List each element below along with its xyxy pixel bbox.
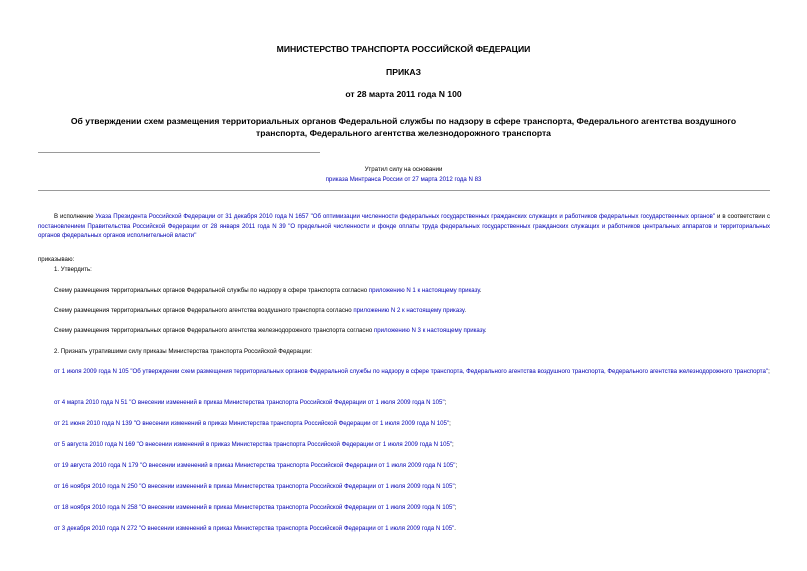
point2-item-2 bbox=[54, 419, 451, 428]
order-51-link[interactable]: от 4 марта 2010 года N 51 "О внесении изменений в приказ Министерства транспорта Российской Федерации от 1 июля 2009 года N 105" bbox=[54, 399, 445, 406]
point2-item-first bbox=[38, 367, 772, 377]
point2-item-1-end: ; bbox=[444, 399, 447, 406]
order-179-link[interactable]: от 19 августа 2010 года N 179 "О внесении изменений в приказ Министерства транспорта Российской Федерации от 1 июля 2009 года N 105" bbox=[54, 462, 456, 469]
order-169-link[interactable]: от 5 августа 2010 года N 169 "О внесении изменений в приказ Министерства транспорта Российской Федерации от 1 июля 2009 года N 105" bbox=[54, 441, 453, 448]
preamble-middle: и в соответствии с bbox=[715, 213, 770, 220]
point1-item-3-text: Схему размещения территориальных органов Федерального агентства железнодорожного транспорта согласно bbox=[54, 327, 373, 334]
point1-item-1-text: Схему размещения территориальных органов Федеральной службы по надзору в сфере транспорта согласно bbox=[54, 287, 368, 294]
point1-item-3 bbox=[54, 326, 487, 335]
point2-label: 2. Признать утратившими силу приказы Министерства транспорта Российской Федерации: bbox=[54, 348, 312, 355]
doc-subject-line-1: Об утверждении схем размещения территориальных органов Федеральной службы по надзору в сфере транспорта, Федерального агентства воздушного bbox=[70, 116, 737, 126]
point1-item-1-end: . bbox=[479, 287, 482, 294]
point2-item-3 bbox=[54, 440, 454, 449]
order-250-link[interactable]: от 16 ноября 2010 года N 250 "О внесении изменений в приказ Министерства транспорта Российской Федерации от 1 июля 2009 года N 105" bbox=[54, 483, 455, 490]
point2-item-1 bbox=[54, 398, 446, 407]
doc-type-title: ПРИКАЗ bbox=[386, 67, 421, 77]
point1-item-2 bbox=[54, 306, 466, 315]
status-bottom-rule bbox=[38, 190, 770, 191]
point1-label: 1. Утвердить: bbox=[54, 266, 92, 273]
point2-item-4 bbox=[54, 461, 457, 470]
point2-item-4-end: ; bbox=[455, 462, 458, 469]
point2-item-first-end: ; bbox=[768, 368, 770, 375]
preamble-prefix: В исполнение bbox=[54, 213, 94, 220]
point2-item-5-end: ; bbox=[454, 483, 457, 490]
status-top-rule bbox=[38, 152, 320, 153]
resolution-link[interactable]: постановлением Правительства Российской Федерации от 28 января 2011 года N 39 "О предельной численности и фонде оплаты труда федеральных государственных гражданских служащих и работников центральных аппаратов и территориальных органов федеральных органов исполнительной власти" bbox=[38, 222, 770, 239]
doc-subject bbox=[70, 115, 737, 139]
appendix-1-link[interactable]: приложению N 1 к настоящему приказу bbox=[368, 287, 480, 294]
point2-item-7-end: . bbox=[454, 525, 456, 532]
order-139-link[interactable]: от 21 июня 2010 года N 139 "О внесении изменений в приказ Министерства транспорта Российской Федерации от 1 июля 2009 года N 105" bbox=[54, 420, 450, 427]
order-258-link[interactable]: от 18 ноября 2010 года N 258 "О внесении изменений в приказ Министерства транспорта Российской Федерации от 1 июля 2009 года N 105" bbox=[54, 504, 455, 511]
point2-item-7 bbox=[54, 524, 456, 533]
point1-item-3-end: . bbox=[484, 327, 487, 334]
ministry-title: МИНИСТЕРСТВО ТРАНСПОРТА РОССИЙСКОЙ ФЕДЕРАЦИИ bbox=[276, 44, 531, 54]
status-text: Утратил силу на основании bbox=[364, 166, 443, 173]
point1-item-2-text: Схему размещения территориальных органов Федерального агентства воздушного транспорта согласно bbox=[54, 307, 352, 314]
point2-item-2-end: ; bbox=[449, 420, 451, 427]
decree-link[interactable]: Указа Президента Российской Федерации от 31 декабря 2010 года N 1657 "Об оптимизации численности федеральных государственных гражданских служащих и работников федеральных государственных органов" bbox=[95, 213, 716, 220]
point2-item-6-end: ; bbox=[454, 504, 457, 511]
point2-item-3-end: ; bbox=[452, 441, 454, 448]
doc-subject-line-2: транспорта, Федерального агентства железнодорожного транспорта bbox=[256, 128, 551, 138]
point2-item-6 bbox=[54, 503, 456, 512]
appendix-2-link[interactable]: приложению N 2 к настоящему приказу bbox=[353, 307, 465, 314]
status-repeal-link[interactable]: приказа Минтранса России от 27 марта 2012 года N 83 bbox=[325, 176, 482, 183]
point1-item-1 bbox=[54, 286, 482, 295]
preamble-paragraph bbox=[38, 212, 770, 241]
appendix-3-link[interactable]: приложению N 3 к настоящему приказу bbox=[373, 327, 485, 334]
order-word: приказываю: bbox=[38, 256, 75, 263]
point1-item-2-end: . bbox=[464, 307, 467, 314]
doc-date-number: от 28 марта 2011 года N 100 bbox=[345, 89, 462, 99]
order-272-link[interactable]: от 3 декабря 2010 года N 272 "О внесении изменений в приказ Министерства транспорта Российской Федерации от 1 июля 2009 года N 105" bbox=[54, 525, 455, 532]
point2-item-5 bbox=[54, 482, 456, 491]
order-105-link[interactable]: от 1 июля 2009 года N 105 "Об утверждении схем размещения территориальных органов Федеральной службы по надзору в сфере транспорта, Федерального агентства воздушного транспорта, Федерального агентства железнодорожного транспорта" bbox=[54, 368, 769, 375]
